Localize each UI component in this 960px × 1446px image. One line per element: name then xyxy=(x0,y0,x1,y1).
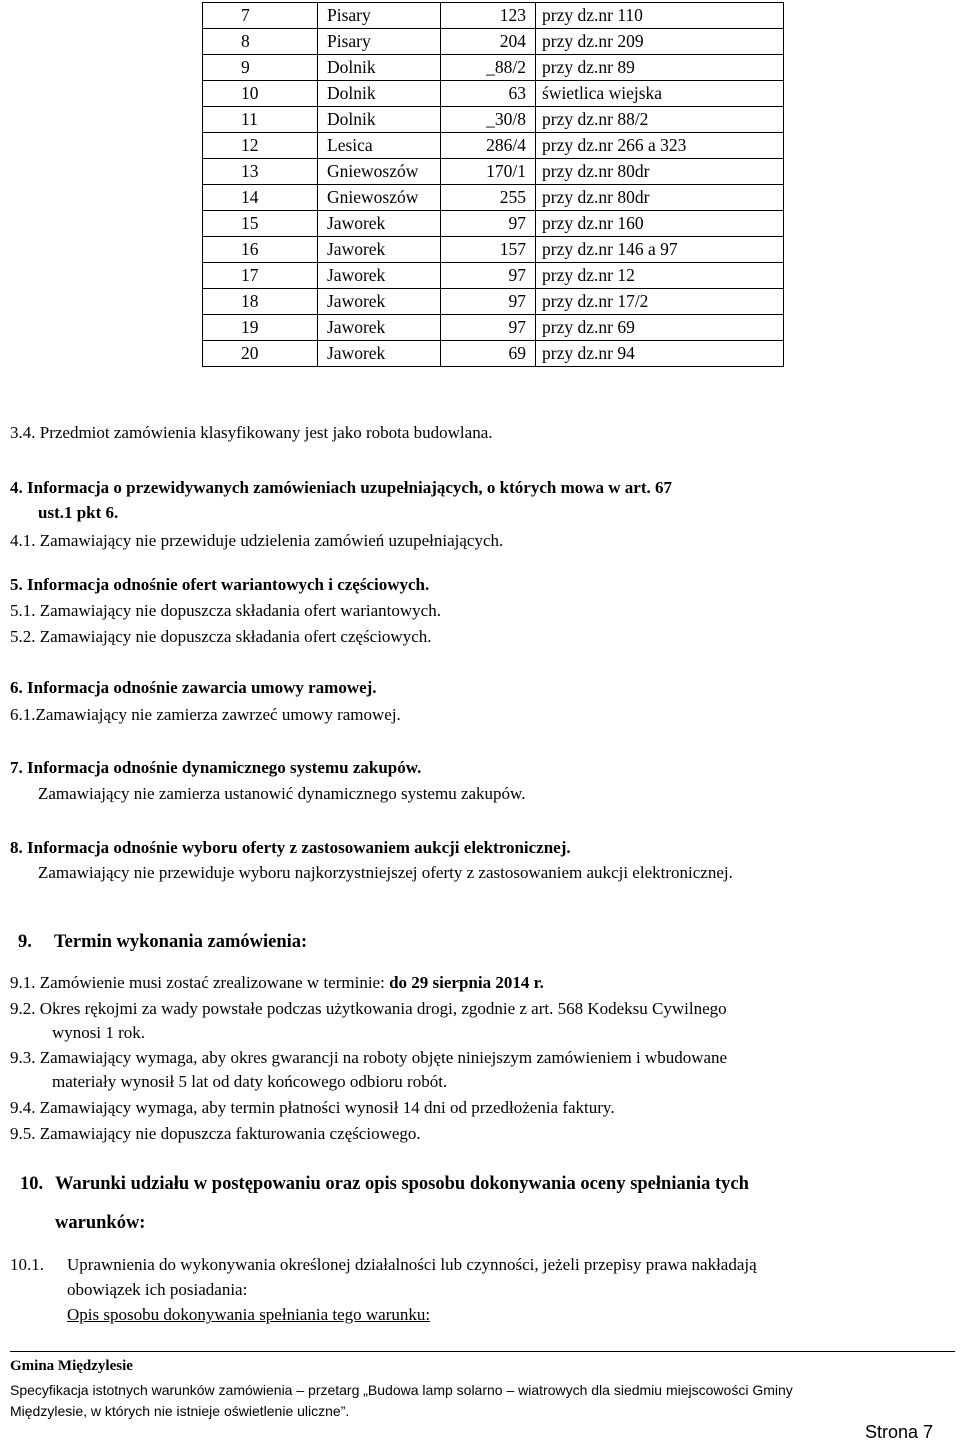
row-place: Dolnik xyxy=(318,107,441,133)
row-plot: 69 xyxy=(441,341,536,367)
table-row xyxy=(203,185,784,211)
table-row xyxy=(203,341,784,367)
row-location: przy dz.nr 12 xyxy=(536,263,784,289)
table-row xyxy=(203,211,784,237)
table-row xyxy=(203,263,784,289)
section-7-text: Zamawiający nie zamierza ustanowić dynamicznego systemu zakupów. xyxy=(38,784,526,803)
row-number: 17 xyxy=(203,263,318,289)
row-location: przy dz.nr 88/2 xyxy=(536,107,784,133)
row-place: Jaworek xyxy=(318,237,441,263)
row-number: 20 xyxy=(203,341,318,367)
row-location: przy dz.nr 80dr xyxy=(536,185,784,211)
row-place: Jaworek xyxy=(318,315,441,341)
table-row xyxy=(203,81,784,107)
row-plot: 63 xyxy=(441,81,536,107)
row-place: Jaworek xyxy=(318,263,441,289)
row-plot: 123 xyxy=(441,3,536,29)
row-location: przy dz.nr 160 xyxy=(536,211,784,237)
section-9-heading: Termin wykonania zamówienia: xyxy=(54,932,308,952)
row-place: Jaworek xyxy=(318,289,441,315)
section-10-1-line2: obowiązek ich posiadania: xyxy=(67,1280,248,1299)
footer-spec-line1: Specyfikacja istotnych warunków zamówienia – przetarg „Budowa lamp solarno – wiatrowych dla siedmiu miejscowości Gminy xyxy=(10,1382,793,1398)
row-place: Pisary xyxy=(318,29,441,55)
section-9-3-line2: materiały wynosił 5 lat od daty końcowego odbioru robót. xyxy=(52,1072,448,1091)
table-row xyxy=(203,159,784,185)
section-7-heading: 7. Informacja odnośnie dynamicznego systemu zakupów. xyxy=(10,758,422,777)
row-plot: 286/4 xyxy=(441,133,536,159)
row-location: przy dz.nr 69 xyxy=(536,315,784,341)
row-plot: 255 xyxy=(441,185,536,211)
section-9-2-line1: 9.2. Okres rękojmi za wady powstałe podczas użytkowania drogi, zgodnie z art. 568 Kodeksu Cywilnego xyxy=(10,999,727,1018)
row-location: przy dz.nr 266 a 323 xyxy=(536,133,784,159)
section-5-2: 5.2. Zamawiający nie dopuszcza składania ofert częściowych. xyxy=(10,627,432,646)
section-9-2-line2: wynosi 1 rok. xyxy=(52,1023,146,1042)
section-5-1: 5.1. Zamawiający nie dopuszcza składania ofert wariantowych. xyxy=(10,601,441,620)
row-number: 10 xyxy=(203,81,318,107)
section-3-4: 3.4. Przedmiot zamówienia klasyfikowany jest jako robota budowlana. xyxy=(10,423,493,442)
section-6-heading: 6. Informacja odnośnie zawarcia umowy ramowej. xyxy=(10,678,377,697)
row-location: przy dz.nr 17/2 xyxy=(536,289,784,315)
row-plot: _88/2 xyxy=(441,55,536,81)
row-number: 7 xyxy=(203,3,318,29)
row-location: przy dz.nr 110 xyxy=(536,3,784,29)
section-4-heading-line2: ust.1 pkt 6. xyxy=(38,503,119,522)
row-number: 11 xyxy=(203,107,318,133)
row-place: Lesica xyxy=(318,133,441,159)
row-location: przy dz.nr 209 xyxy=(536,29,784,55)
section-9-5: 9.5. Zamawiający nie dopuszcza fakturowania częściowego. xyxy=(10,1124,421,1143)
row-location: przy dz.nr 89 xyxy=(536,55,784,81)
section-10-heading-line2: warunków: xyxy=(55,1213,146,1233)
row-plot: _30/8 xyxy=(441,107,536,133)
row-number: 19 xyxy=(203,315,318,341)
section-9-number: 9. xyxy=(18,932,32,952)
footer-spec-line2: Międzylesie, w których nie istnieje oświetlenie uliczne”. xyxy=(10,1403,350,1419)
row-place: Dolnik xyxy=(318,55,441,81)
locations-table xyxy=(202,2,784,367)
row-place: Pisary xyxy=(318,3,441,29)
table-row xyxy=(203,55,784,81)
section-4-1: 4.1. Zamawiający nie przewiduje udzielenia zamówień uzupełniających. xyxy=(10,531,504,550)
row-plot: 97 xyxy=(441,263,536,289)
section-10-1-line1: Uprawnienia do wykonywania określonej działalności lub czynności, jeżeli przepisy prawa nakładają xyxy=(67,1255,757,1274)
table-row xyxy=(203,133,784,159)
section-9-4: 9.4. Zamawiający wymaga, aby termin płatności wynosił 14 dni od przedłożenia faktury. xyxy=(10,1098,615,1117)
row-number: 12 xyxy=(203,133,318,159)
table-row xyxy=(203,29,784,55)
row-number: 14 xyxy=(203,185,318,211)
section-8-text: Zamawiający nie przewiduje wyboru najkorzystniejszej oferty z zastosowaniem aukcji elektronicznej. xyxy=(38,863,733,882)
section-6-1: 6.1.Zamawiający nie zamierza zawrzeć umowy ramowej. xyxy=(10,705,401,724)
locations-table-body xyxy=(203,3,784,367)
section-10-heading-line1: Warunki udziału w postępowaniu oraz opis sposobu dokonywania oceny spełniania tych xyxy=(55,1174,749,1194)
table-row xyxy=(203,107,784,133)
row-plot: 97 xyxy=(441,211,536,237)
table-row xyxy=(203,3,784,29)
footer-org: Gmina Międzylesie xyxy=(10,1358,133,1374)
row-number: 13 xyxy=(203,159,318,185)
section-5-heading: 5. Informacja odnośnie ofert wariantowych i częściowych. xyxy=(10,575,430,594)
footer-divider xyxy=(10,1351,955,1352)
row-number: 15 xyxy=(203,211,318,237)
row-place: Gniewoszów xyxy=(318,185,441,211)
row-plot: 170/1 xyxy=(441,159,536,185)
row-location: przy dz.nr 146 a 97 xyxy=(536,237,784,263)
row-location: przy dz.nr 80dr xyxy=(536,159,784,185)
row-place: Dolnik xyxy=(318,81,441,107)
section-9-1: 9.1. Zamówienie musi zostać zrealizowane w terminie: do 29 sierpnia 2014 r. xyxy=(10,973,544,992)
section-10-number: 10. xyxy=(20,1174,44,1194)
section-10-1-line3: Opis sposobu dokonywania spełniania tego warunku: xyxy=(67,1305,431,1324)
row-place: Gniewoszów xyxy=(318,159,441,185)
table-row xyxy=(203,289,784,315)
section-4-heading-line1: 4. Informacja o przewidywanych zamówieniach uzupełniających, o których mowa w art. 67 xyxy=(10,478,672,497)
row-place: Jaworek xyxy=(318,341,441,367)
row-plot: 97 xyxy=(441,315,536,341)
row-plot: 97 xyxy=(441,289,536,315)
row-location: przy dz.nr 94 xyxy=(536,341,784,367)
table-row xyxy=(203,237,784,263)
row-plot: 204 xyxy=(441,29,536,55)
row-place: Jaworek xyxy=(318,211,441,237)
row-number: 8 xyxy=(203,29,318,55)
row-number: 9 xyxy=(203,55,318,81)
section-9-3-line1: 9.3. Zamawiający wymaga, aby okres gwarancji na roboty objęte niniejszym zamówieniem i wbudowane xyxy=(10,1048,728,1067)
table-row xyxy=(203,315,784,341)
row-location: świetlica wiejska xyxy=(536,81,784,107)
section-8-heading: 8. Informacja odnośnie wyboru oferty z zastosowaniem aukcji elektronicznej. xyxy=(10,838,571,857)
row-number: 16 xyxy=(203,237,318,263)
row-number: 18 xyxy=(203,289,318,315)
row-plot: 157 xyxy=(441,237,536,263)
page-number: Strona 7 xyxy=(865,1422,934,1442)
section-10-1-number: 10.1. xyxy=(10,1255,44,1274)
